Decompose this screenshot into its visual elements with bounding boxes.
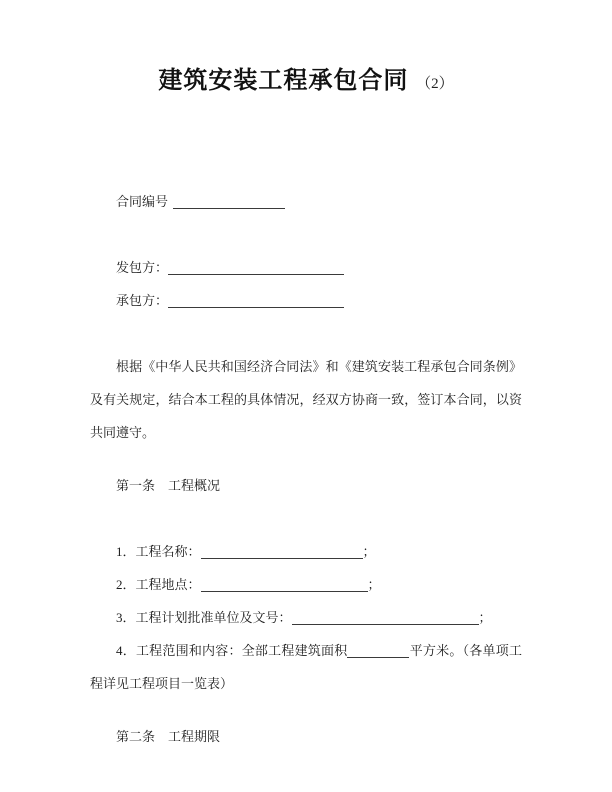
document-title bbox=[0, 64, 612, 101]
item-2-label: 2．工程地点： bbox=[116, 577, 201, 592]
item-4-suffix: 平方米。（各单项工程详见工程项目一览表） bbox=[90, 643, 522, 691]
item-3-blank-line bbox=[292, 611, 479, 625]
contract-number-blank-line bbox=[173, 195, 285, 209]
party-b-blank-line bbox=[168, 294, 344, 308]
item-1-label: 1．工程名称： bbox=[116, 544, 201, 559]
party-a-blank-line bbox=[168, 261, 344, 275]
item-2-suffix: ； bbox=[367, 577, 381, 592]
party-b-row bbox=[90, 284, 522, 317]
document-title-number: （2） bbox=[416, 76, 454, 92]
item-1-suffix: ； bbox=[362, 544, 376, 559]
document-body bbox=[90, 185, 522, 753]
article-1-item-2 bbox=[90, 568, 522, 601]
article-1-item-3 bbox=[90, 601, 522, 634]
party-a-row bbox=[90, 251, 522, 284]
item-4-label: 4．工程范围和内容：全部工程建筑面积 bbox=[116, 643, 348, 658]
item-3-label: 3．工程计划批准单位及文号： bbox=[116, 610, 292, 625]
article-1-item-4 bbox=[90, 634, 522, 700]
article-1-heading: 第一条 工程概况 bbox=[116, 478, 221, 493]
item-1-blank-line bbox=[201, 545, 363, 559]
contract-number-row bbox=[90, 185, 522, 218]
party-a-label: 发包方： bbox=[116, 260, 169, 275]
item-4-blank-line bbox=[347, 644, 409, 658]
article-2-heading: 第二条 工程期限 bbox=[116, 729, 221, 744]
party-b-label: 承包方： bbox=[116, 293, 169, 308]
item-3-suffix: ； bbox=[478, 610, 492, 625]
document-title-text: 建筑安装工程承包合同 bbox=[158, 67, 409, 94]
preamble-paragraph: 根据《中华人民共和国经济合同法》和《建筑安装工程承包合同条例》及有关规定，结合本工程的具体情况，经双方协商一致，签订本合同，以资共同遵守。 bbox=[90, 359, 522, 440]
contract-number-label: 合同编号 bbox=[116, 194, 169, 209]
item-2-blank-line bbox=[201, 578, 368, 592]
article-1-item-1 bbox=[90, 535, 522, 568]
